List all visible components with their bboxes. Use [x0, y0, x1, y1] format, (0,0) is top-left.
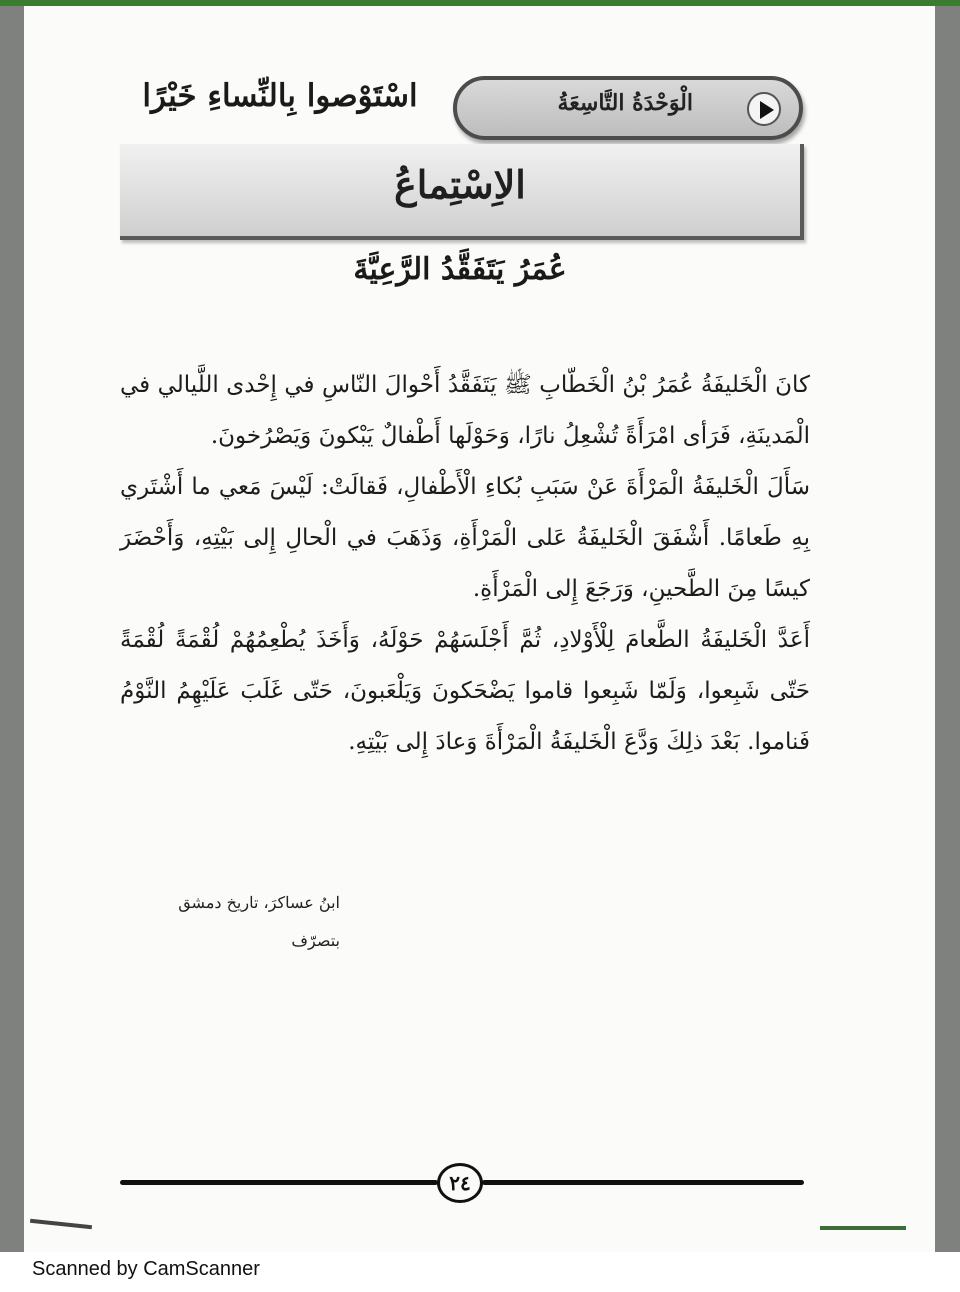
- unit-title: اسْتَوْصوا بِالنِّساءِ خَيْرًا: [142, 78, 418, 114]
- source-citation: [120, 884, 340, 960]
- source-line-1: ابنُ عساكرَ، تاريخ دمشق: [178, 893, 340, 912]
- unit-label: الْوَحْدَةُ التَّاسِعَةُ: [557, 90, 693, 116]
- section-banner: [120, 144, 804, 240]
- section-title: الاِسْتِماعُ: [394, 162, 526, 207]
- paragraph-1: كانَ الْخَليفَةُ عُمَرُ بْنُ الْخَطّابِ ﷺ يَتَفَقَّدُ أَحْوالَ النّاسِ في إِحْدى اللَّيالي في الْمَدينَةِ، فَرَأى امْرَأَةً تُشْعِلُ نارًا، وَحَوْلَها أَطْفالٌ يَبْكونَ وَيَصْرُخونَ.: [120, 372, 810, 449]
- story-body: [120, 360, 810, 768]
- paragraph-3: أَعَدَّ الْخَليفَةُ الطَّعامَ لِلْأَوْلادِ، ثُمَّ أَجْلَسَهُمْ حَوْلَهُ، وَأَخَذَ يُطْعِمُهُمْ لُقْمَةً لُقْمَةً حَتّى شَبِعوا، وَلَمّا شَبِعوا قاموا يَضْحَكونَ وَيَلْعَبونَ، حَتّى غَلَبَ عَلَيْهِمُ النَّوْمُ فَناموا. بَعْدَ ذلِكَ وَدَّعَ الْخَليفَةُ الْمَرْأَةَ وَعادَ إِلى بَيْتِهِ.: [120, 627, 810, 755]
- unit-pill: [453, 76, 803, 140]
- footer-rule-right: [482, 1180, 804, 1185]
- play-icon: [747, 92, 781, 126]
- scan-edge-mark: [820, 1226, 906, 1230]
- page-number: ٢٤: [437, 1163, 483, 1203]
- footer-rule-left: [120, 1180, 438, 1185]
- source-line-2: بتصرّف: [291, 931, 340, 950]
- scanner-watermark: Scanned by CamScanner: [32, 1258, 260, 1280]
- paragraph-2: سَأَلَ الْخَليفَةُ الْمَرْأَةَ عَنْ سَبَبِ بُكاءِ الْأَطْفالِ، فَقالَتْ: لَيْسَ مَعي ما أَشْتَري بِهِ طَعامًا. أَشْفَقَ الْخَليفَةُ عَلى الْمَرْأَةِ، وَذَهَبَ في الْحالِ إِلى بَيْتِهِ، وَأَحْضَرَ كيسًا مِنَ الطَّحينِ، وَرَجَعَ إِلى الْمَرْأَةِ.: [120, 474, 810, 602]
- story-title: عُمَرُ يَتَفَقَّدُ الرَّعِيَّةَ: [353, 252, 567, 287]
- scanner-footer: [0, 1252, 960, 1292]
